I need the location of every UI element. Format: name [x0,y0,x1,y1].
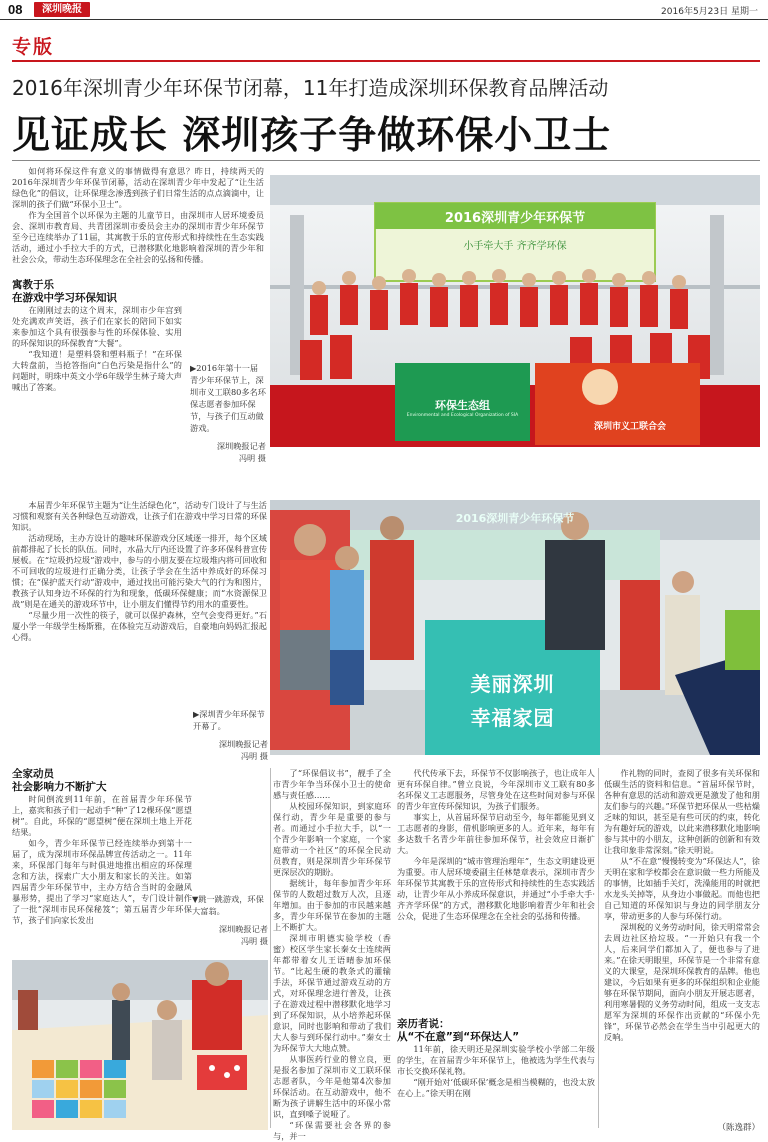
caption-text: 跳一跳游戏，环保大富翁。 [192,894,264,916]
headline-rule [12,160,760,161]
column-divider [270,768,271,1128]
body-paragraph: 从“不在意”慢慢转变为“环保达人”，徐天明在家和学校都会在意识做一些力所能及的事情，比如插手关灯，洗澡能用的时就把水龙头关掉等，从身边小事做起。而他也把自己知道的环保知识与身边的同学朋友分享，带动更多的人参与环保行动。 [604,856,760,921]
body-paragraph: 时间倒流到11年前，在首届青少年环保节上，嘉宾和孩子们一起动手“种”了12棵环保“愿望树”。自此，环保的“愿望树”便在深圳土地上开花结果。 [12,794,192,837]
green-flag-english: Environmental and Ecological Organization of SIA [406,413,519,418]
intro-paragraph: 如何将环保这件有意义的事情做得有意思？昨日，持续两天的2016年深圳青少年环保节闭幕，活动在深圳青少年中发起了“让生活绿色化”的倡议，让环保理念渗透到孩子们日常生活的点点滴滴中，让深圳的孩子们做“环保小卫士”。 [12,166,264,209]
photo-caption [192,893,268,947]
body-paragraph: 深圳税的义务劳动时间，徐天明常常会去周边社区拾垃圾。“一开始只有我一个人，后来同学们都加入了，便也参与了进来。”在徐天明眼里，环保节是一个非常有意义的大课堂，是深圳环保教育的品牌。他也建议，今后如果有更多的环保组织和企业能够在环保节期间，面向小朋友开展志愿者，利用寒暑假的义务劳动时间，组成一支支志愿军为深圳的环保作出贡献的“环保小先锋”，环保节必然会在学生当中引起更大的反响。 [604,922,760,1042]
body-paragraph: 事实上，从首届环保节启动至今，每年都能见到义工志愿者的身影，借机影响更多的人。近年来，每年有多达数千名青少年前往参加环保节，社会效应日渐扩大。 [397,812,595,855]
body-paragraph: 深圳市明德实验学校（香蜜）校区学生家长秦女士连续两年都带着女儿王语晴参加环保节。“比起生硬的教条式的灌输手法，环保节通过游戏互动的方式，对环保理念进行普及，让孩子在游戏过程中潜移默化地学习到了环保知识，从小培养起环保意识，同时也影响和带动了我们大人参与到环保行动中。”秦女士为环保节大大地点赞。 [273,933,391,1053]
photo-volunteers [270,175,760,447]
left-column-bottom [12,768,192,953]
body-paragraph: “尽量少用一次性的筷子，就可以保护森林，空气会变得更好。”石厦小学一年级学生杨斯雅，在体验完互动游戏后，自豪地向妈妈汇报起心得。 [12,610,267,642]
body-paragraph: 本届青少年环保节主题为“让生活绿色化”，活动专门设计了与生活习惯和观察有关各种绿色互动游戏，让孩子们在游戏中学习日常的环保知识。 [12,500,267,532]
photo-credit: 冯明 摄 [238,453,266,463]
body-paragraph: 作礼物的同时，查阅了很多有关环保和低碳生活的资料和信息。“首届环保节时，各种有意思的活动和游戏更是激发了他和朋友们参与的兴趣。”环保节把环保从一些枯燥乏味的知识，甚至是有些可厌的约束，转化为有趣好玩的游戏，以此来潜移默化地影响参与其中的小朋友，这种创新的创新和有效让我印象非常深刻。”徐天明说。 [604,768,760,855]
middle-column [273,768,391,1141]
headline: 见证成长 深圳孩子争做环保小卫士 [12,113,612,157]
body-paragraph: “环保需要社会各界的参与，并一 [273,1120,391,1141]
photo-banner-title: 2016深圳青少年环保节 [455,512,575,525]
caption-text: 2016年第十一届青少年环保节上，深圳市义工联80多名环保志愿者参加环保节，与孩子们互动做游戏。 [190,363,266,433]
photo-credit: 冯明 摄 [240,936,268,946]
caption-arrow-icon: ▼ [192,894,199,904]
section-heading: 全家动员 [12,768,54,780]
witness-section [397,1018,595,1134]
photo-credit: 深圳晚报记者 [218,739,268,749]
section-heading: 寓教于乐 [12,279,54,291]
body-paragraph: 如今，青少年环保节已经连续举办到第十一届了，成为深圳市环保品牌宣传活动之一。11年来，环保部门每年与时俱进地推出相应的环保理念和方法，探索广大小朋友和家长的关注。如第四届青少年环保节中，主办方结合当时的金融风暴形势，提出了学习“家庭达人”，专门设计制作了一批“深圳市民环保秘笈”；第五届青少年环保节，孩子们向家长发出 [12,838,192,925]
body-paragraph: 在刚刚过去的这个周末，深圳市少年宫到处充满欢声笑语，孩子们在家长的陪同下如实来参加这个具有很强参与性的环保体验、实用的环保知识的环保教育“大餐”。 [12,305,182,348]
photo-opening [270,500,760,755]
photo-caption [190,362,266,464]
body-paragraph: 据统计，每年参加青少年环保节的人数超过数万人次，且逐年增加。由于参加的市民越来越多，青少年环保节在参加的主题上不断扩大。 [273,878,391,932]
masthead [0,0,768,20]
caption-text: 深圳青少年环保节开幕了。 [193,709,265,731]
sign-line: 幸福家园 [470,706,555,730]
section-label: 专版 [12,36,55,58]
photo-credit: 深圳晚报记者 [216,441,266,451]
photo-banner-subtitle: 小手牵大手 齐齐学环保 [463,241,567,252]
photo-credit: 深圳晚报记者 [218,924,268,934]
section-heading: 从“不在意”到“环保达人” [397,1031,520,1043]
photo-banner-title: 2016深圳青少年环保节 [444,211,586,226]
body-paragraph: “刚开始对‘低碳环保’概念是相当模糊的，也没太放在心上。”徐天明在刚 [397,1077,595,1098]
body-paragraph: 11年前，徐天明还是深圳实验学校小学部二年级的学生，在首届青少年环保节上，他被选为学生代表与市长交换环保礼物。 [397,1044,595,1076]
body-paragraph: 从事医药行业的曾立良，更是报名参加了深圳市义工联环保志愿者队，今年是他第4次参加环保活动。在互动游戏中，他不断为孩子讲解生活中的环保小常识，直到嗓子说哑了。 [273,1054,391,1119]
section-heading: 亲历者说： [397,1018,450,1030]
paper-logo: 深圳晚报 [34,2,90,17]
red-flag-text: 深圳市义工联合会 [593,422,666,432]
photo-board-game [12,960,268,1130]
section-rule [12,60,760,62]
photo-credit: 冯明 摄 [240,751,268,761]
intro-paragraph: 作为全国首个以环保为主题的儿童节日，由深圳市人居环境委员会、深圳市教育局、共青团深圳市委员会主办的深圳市青少年环保节至今已连续举办了11届，其寓教于乐的宣传形式和持续性在生态实践活动，通过小手拉大手的方式，已潜移默化地影响着深圳的青少年和社会公众，带动生态环保理念在全社会的弘扬和传播。 [12,210,264,264]
sign-line: 美丽深圳 [470,672,555,696]
body-paragraph: “我知道！是塑料袋和塑料瓶子！”在环保大转盘前，当抢答指向“白色污染是指什么”的问题时，明珠中英文小学6年级学生林子琦大声喊出了答案。 [12,349,182,392]
photo-caption [193,708,268,762]
body-paragraph: 了“环保倡议书”，靓手了全市青少年争当环保小卫士的使命感与责任感…… [273,768,391,800]
byline: （陈逸群） [717,1123,760,1133]
page-number: 08 [8,2,23,17]
body-paragraph: 今年是深圳的“城市管理治理年”，生态文明建设更为重要。市人居环境委副主任林楚章表示，深圳市青少年环保节其寓教于乐的宣传形式和持续性的生态实践活动，让青少年从小养成环保意识，并通过“小手牵大手·齐齐学环保”的方式，潜移默化地影响着青少年和社会公众，促进了生态环保理念在全社会的弘扬和传播。 [397,856,595,921]
masthead-rule [0,19,768,20]
caption-arrow-icon: ▶ [193,709,200,719]
section-heading: 在游戏中学习环保知识 [12,292,117,304]
green-flag-text: 环保生态组 [435,399,490,412]
body-paragraph: 活动现场，主办方设计的趣味环保游戏分区域逐一排开，每个区域前都排起了长长的队伍。同时，水晶大厅内还设置了许多环保科普宣传展板。在“垃圾扔垃圾”游戏中，参与的小朋友要在垃圾堆内将可回收和不可回收的垃圾进行正确分类，让孩子学会在生活中养成好的环保习惯；在“保护蓝天行动”游戏中，通过找出可能污染大气的行为和图片，教孩子认知身边不环保的行为和现象，低碳环保健康；而“水资源保卫战”则是在通关的游戏环节中，让小朋友们懂得节约用水的重要性。 [12,533,267,609]
section-heading: 社会影响力不断扩大 [12,781,107,793]
issue-date: 2016年5月23日 星期一 [661,7,758,17]
left-column-mid [12,500,267,735]
column-divider [598,768,599,1128]
body-paragraph: 代代传承下去，环保节不仅影响孩子，也让成年人更有环保自律。”曾立良说，今年深圳市义工联有80多名环保义工志愿服务，尽管身处在这些时间对参与环保的青少年宣传环保知识，为孩子们服务。 [397,768,595,811]
board-game-photo-svg [12,960,268,1130]
center-right-column [397,768,595,968]
caption-arrow-icon: ▶ [190,363,197,373]
body-paragraph: 从校园环保知识，到家庭环保行动，青少年是重要的参与者。而通过小手拉大手，以“一个青少年影响一个家庭，一个家庭带动一个社区”的环保全民动员教育，则是深圳青少年环保节更深层次的期盼。 [273,801,391,877]
right-column [604,768,760,1118]
subheadline: 2016年深圳青少年环保节闭幕，11年打造成深圳环保教育品牌活动 [12,76,609,100]
